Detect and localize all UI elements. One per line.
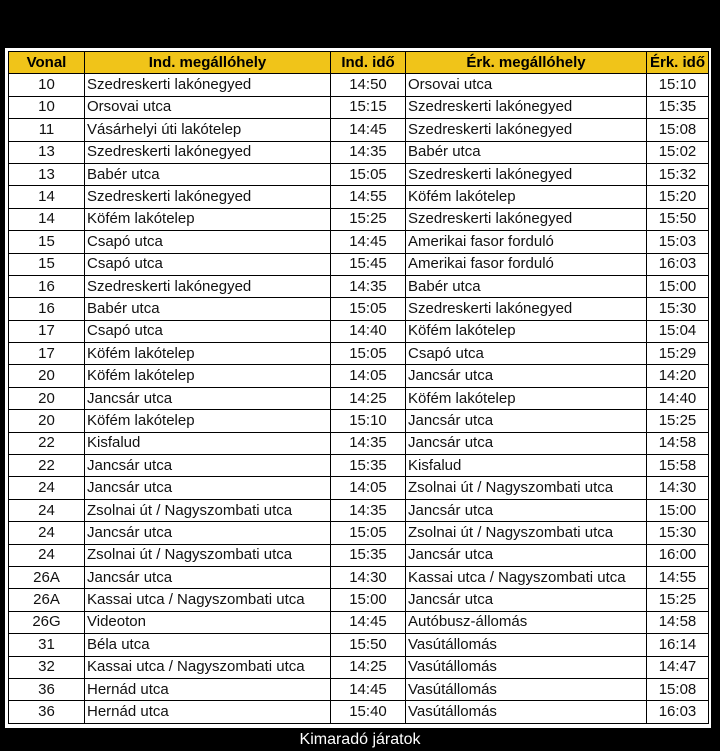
line-cell: 24	[9, 499, 85, 521]
table-row	[9, 298, 709, 320]
arrival-stop-cell: Amerikai fasor forduló	[406, 253, 647, 275]
departure-time-cell: 14:05	[331, 365, 406, 387]
line-cell: 15	[9, 253, 85, 275]
arrival-stop-cell: Jancsár utca	[406, 365, 647, 387]
table-row	[9, 611, 709, 633]
arrival-stop-cell: Babér utca	[406, 141, 647, 163]
departure-time-cell: 14:25	[331, 387, 406, 409]
header-arrival-time: Érk. idő	[647, 52, 709, 74]
arrival-stop-cell: Csapó utca	[406, 343, 647, 365]
arrival-stop-cell: Szedreskerti lakónegyed	[406, 298, 647, 320]
arrival-stop-cell: Köfém lakótelep	[406, 186, 647, 208]
arrival-stop-cell: Vasútállomás	[406, 701, 647, 723]
departure-time-cell: 14:35	[331, 499, 406, 521]
table-row	[9, 477, 709, 499]
line-cell: 24	[9, 522, 85, 544]
line-cell: 31	[9, 634, 85, 656]
departure-time-cell: 14:05	[331, 477, 406, 499]
line-cell: 26A	[9, 566, 85, 588]
line-cell: 20	[9, 365, 85, 387]
timetable-sheet	[5, 48, 711, 728]
departure-time-cell: 14:45	[331, 231, 406, 253]
cancelled-routes-table	[8, 51, 709, 724]
arrival-time-cell: 15:00	[647, 275, 709, 297]
arrival-stop-cell: Szedreskerti lakónegyed	[406, 96, 647, 118]
line-cell: 13	[9, 163, 85, 185]
departure-stop-cell: Köfém lakótelep	[85, 365, 331, 387]
line-cell: 22	[9, 455, 85, 477]
arrival-time-cell: 15:20	[647, 186, 709, 208]
arrival-time-cell: 15:58	[647, 455, 709, 477]
arrival-stop-cell: Zsolnai út / Nagyszombati utca	[406, 477, 647, 499]
arrival-time-cell: 15:25	[647, 589, 709, 611]
table-row	[9, 455, 709, 477]
departure-time-cell: 14:40	[331, 320, 406, 342]
arrival-stop-cell: Szedreskerti lakónegyed	[406, 119, 647, 141]
arrival-time-cell: 16:03	[647, 701, 709, 723]
arrival-time-cell: 15:30	[647, 298, 709, 320]
departure-time-cell: 14:35	[331, 432, 406, 454]
departure-time-cell: 15:05	[331, 343, 406, 365]
departure-stop-cell: Videoton	[85, 611, 331, 633]
departure-time-cell: 14:55	[331, 186, 406, 208]
arrival-time-cell: 15:04	[647, 320, 709, 342]
departure-time-cell: 14:25	[331, 656, 406, 678]
arrival-time-cell: 16:14	[647, 634, 709, 656]
table-row	[9, 499, 709, 521]
table-row	[9, 432, 709, 454]
table-row	[9, 544, 709, 566]
departure-stop-cell: Köfém lakótelep	[85, 343, 331, 365]
line-cell: 20	[9, 387, 85, 409]
table-row	[9, 634, 709, 656]
table-header-row	[9, 52, 709, 74]
departure-time-cell: 14:35	[331, 275, 406, 297]
arrival-time-cell: 15:29	[647, 343, 709, 365]
table-row	[9, 275, 709, 297]
header-departure-time: Ind. idő	[331, 52, 406, 74]
departure-time-cell: 15:00	[331, 589, 406, 611]
arrival-stop-cell: Köfém lakótelep	[406, 320, 647, 342]
table-row	[9, 701, 709, 723]
departure-stop-cell: Köfém lakótelep	[85, 410, 331, 432]
departure-stop-cell: Jancsár utca	[85, 477, 331, 499]
departure-stop-cell: Szedreskerti lakónegyed	[85, 275, 331, 297]
arrival-time-cell: 15:32	[647, 163, 709, 185]
arrival-time-cell: 15:50	[647, 208, 709, 230]
table-row	[9, 163, 709, 185]
departure-stop-cell: Kassai utca / Nagyszombati utca	[85, 656, 331, 678]
departure-time-cell: 14:35	[331, 141, 406, 163]
line-cell: 11	[9, 119, 85, 141]
departure-time-cell: 15:05	[331, 298, 406, 320]
departure-stop-cell: Hernád utca	[85, 701, 331, 723]
departure-stop-cell: Jancsár utca	[85, 455, 331, 477]
arrival-stop-cell: Amerikai fasor forduló	[406, 231, 647, 253]
departure-time-cell: 14:45	[331, 678, 406, 700]
line-cell: 17	[9, 343, 85, 365]
arrival-time-cell: 15:08	[647, 678, 709, 700]
departure-time-cell: 14:30	[331, 566, 406, 588]
table-row	[9, 343, 709, 365]
line-cell: 26G	[9, 611, 85, 633]
arrival-stop-cell: Jancsár utca	[406, 589, 647, 611]
departure-stop-cell: Szedreskerti lakónegyed	[85, 141, 331, 163]
departure-stop-cell: Csapó utca	[85, 320, 331, 342]
departure-stop-cell: Jancsár utca	[85, 566, 331, 588]
arrival-stop-cell: Vasútállomás	[406, 678, 647, 700]
departure-stop-cell: Szedreskerti lakónegyed	[85, 186, 331, 208]
line-cell: 24	[9, 544, 85, 566]
arrival-time-cell: 15:03	[647, 231, 709, 253]
departure-stop-cell: Csapó utca	[85, 231, 331, 253]
arrival-time-cell: 15:35	[647, 96, 709, 118]
line-cell: 24	[9, 477, 85, 499]
line-cell: 10	[9, 74, 85, 96]
arrival-time-cell: 15:02	[647, 141, 709, 163]
arrival-stop-cell: Autóbusz-állomás	[406, 611, 647, 633]
departure-time-cell: 14:45	[331, 611, 406, 633]
arrival-time-cell: 15:08	[647, 119, 709, 141]
arrival-stop-cell: Zsolnai út / Nagyszombati utca	[406, 522, 647, 544]
arrival-stop-cell: Jancsár utca	[406, 499, 647, 521]
line-cell: 10	[9, 96, 85, 118]
departure-time-cell: 14:50	[331, 74, 406, 96]
arrival-stop-cell: Orsovai utca	[406, 74, 647, 96]
arrival-time-cell: 14:47	[647, 656, 709, 678]
table-row	[9, 589, 709, 611]
departure-stop-cell: Kassai utca / Nagyszombati utca	[85, 589, 331, 611]
arrival-stop-cell: Jancsár utca	[406, 410, 647, 432]
table-row	[9, 208, 709, 230]
arrival-time-cell: 14:55	[647, 566, 709, 588]
departure-time-cell: 15:25	[331, 208, 406, 230]
arrival-stop-cell: Vasútállomás	[406, 656, 647, 678]
arrival-time-cell: 15:25	[647, 410, 709, 432]
arrival-time-cell: 15:30	[647, 522, 709, 544]
table-row	[9, 678, 709, 700]
line-cell: 20	[9, 410, 85, 432]
arrival-time-cell: 14:20	[647, 365, 709, 387]
table-row	[9, 231, 709, 253]
arrival-stop-cell: Szedreskerti lakónegyed	[406, 163, 647, 185]
table-row	[9, 320, 709, 342]
departure-stop-cell: Csapó utca	[85, 253, 331, 275]
arrival-time-cell: 15:00	[647, 499, 709, 521]
departure-stop-cell: Jancsár utca	[85, 522, 331, 544]
arrival-stop-cell: Babér utca	[406, 275, 647, 297]
arrival-stop-cell: Jancsár utca	[406, 544, 647, 566]
departure-time-cell: 15:45	[331, 253, 406, 275]
line-cell: 17	[9, 320, 85, 342]
departure-time-cell: 15:50	[331, 634, 406, 656]
line-cell: 36	[9, 678, 85, 700]
line-cell: 26A	[9, 589, 85, 611]
departure-stop-cell: Kisfalud	[85, 432, 331, 454]
table-row	[9, 96, 709, 118]
departure-time-cell: 15:10	[331, 410, 406, 432]
arrival-stop-cell: Kassai utca / Nagyszombati utca	[406, 566, 647, 588]
arrival-time-cell: 15:10	[647, 74, 709, 96]
line-cell: 22	[9, 432, 85, 454]
table-row	[9, 141, 709, 163]
arrival-stop-cell: Köfém lakótelep	[406, 387, 647, 409]
arrival-stop-cell: Jancsár utca	[406, 432, 647, 454]
departure-stop-cell: Babér utca	[85, 298, 331, 320]
departure-stop-cell: Köfém lakótelep	[85, 208, 331, 230]
departure-time-cell: 15:05	[331, 163, 406, 185]
table-row	[9, 365, 709, 387]
arrival-time-cell: 14:58	[647, 432, 709, 454]
line-cell: 36	[9, 701, 85, 723]
table-row	[9, 119, 709, 141]
arrival-stop-cell: Szedreskerti lakónegyed	[406, 208, 647, 230]
table-row	[9, 566, 709, 588]
departure-stop-cell: Szedreskerti lakónegyed	[85, 74, 331, 96]
arrival-time-cell: 14:40	[647, 387, 709, 409]
arrival-time-cell: 14:30	[647, 477, 709, 499]
arrival-time-cell: 16:00	[647, 544, 709, 566]
line-cell: 14	[9, 186, 85, 208]
header-departure-stop: Ind. megállóhely	[85, 52, 331, 74]
table-row	[9, 410, 709, 432]
departure-stop-cell: Zsolnai út / Nagyszombati utca	[85, 544, 331, 566]
arrival-stop-cell: Vasútállomás	[406, 634, 647, 656]
arrival-time-cell: 16:03	[647, 253, 709, 275]
arrival-stop-cell: Kisfalud	[406, 455, 647, 477]
table-body	[9, 74, 709, 723]
departure-stop-cell: Béla utca	[85, 634, 331, 656]
departure-stop-cell: Zsolnai út / Nagyszombati utca	[85, 499, 331, 521]
departure-time-cell: 15:15	[331, 96, 406, 118]
line-cell: 16	[9, 275, 85, 297]
arrival-time-cell: 14:58	[647, 611, 709, 633]
line-cell: 32	[9, 656, 85, 678]
departure-time-cell: 15:35	[331, 455, 406, 477]
table-row	[9, 656, 709, 678]
line-cell: 14	[9, 208, 85, 230]
departure-stop-cell: Orsovai utca	[85, 96, 331, 118]
header-line: Vonal	[9, 52, 85, 74]
line-cell: 16	[9, 298, 85, 320]
table-row	[9, 253, 709, 275]
departure-time-cell: 15:05	[331, 522, 406, 544]
line-cell: 13	[9, 141, 85, 163]
header-arrival-stop: Érk. megállóhely	[406, 52, 647, 74]
departure-stop-cell: Jancsár utca	[85, 387, 331, 409]
table-row	[9, 74, 709, 96]
table-row	[9, 186, 709, 208]
departure-time-cell: 15:35	[331, 544, 406, 566]
line-cell: 15	[9, 231, 85, 253]
departure-stop-cell: Vásárhelyi úti lakótelep	[85, 119, 331, 141]
departure-stop-cell: Hernád utca	[85, 678, 331, 700]
table-row	[9, 387, 709, 409]
departure-time-cell: 15:40	[331, 701, 406, 723]
caption: Kimaradó járatok	[299, 731, 421, 748]
table-row	[9, 522, 709, 544]
departure-stop-cell: Babér utca	[85, 163, 331, 185]
departure-time-cell: 14:45	[331, 119, 406, 141]
